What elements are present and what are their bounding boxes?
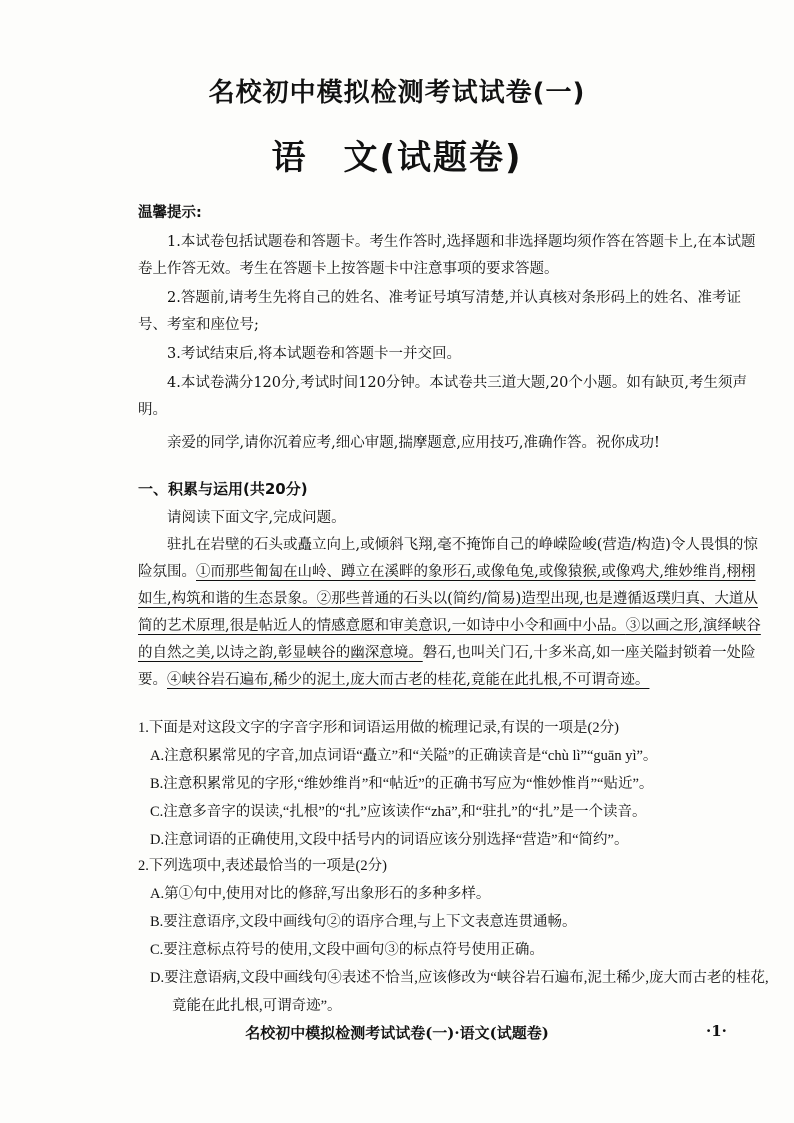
underlined-sentence-3: ③以画之形,演绎峡谷的自然之美,以诗之韵,彰显峡谷的幽深意境。	[138, 618, 761, 661]
subject-char-a: 语	[271, 138, 308, 178]
question-stem: 1.下面是对这段文字的字音字形和词语运用做的梳理记录,有误的一项是(2分)	[138, 720, 619, 736]
option-b: B.要注意语序,文段中画线句②的语序合理,与上下文表意连贯通畅。	[150, 914, 577, 930]
question-1	[138, 714, 778, 854]
option-c: C.注意多音字的误读,“扎根”的“扎”应该读作“zhā”,和“驻扎”的“扎”是一个读音。	[150, 804, 647, 820]
section1-intro: 请阅读下面文字,完成问题。	[167, 510, 346, 526]
section1-block	[138, 476, 764, 694]
option-d: D.要注意语病,文段中画线句④表述不恰当,应该修改为“峡谷岩石遍布,泥土稀少,庞大而古老的桂花,竟能在此扎根,可谓奇迹”。	[150, 970, 769, 1014]
tip-item: 1.本试卷包括试题卷和答题卡。考生作答时,选择题和非选择题均须作答在答题卡上,在本试题卷上作答无效。考生在答题卡上按答题卡中注意事项的要求答题。	[138, 234, 756, 277]
tips-block	[138, 200, 758, 457]
option-a: A.第①句中,使用对比的修辞,写出象形石的多种多样。	[150, 886, 491, 902]
question-2	[138, 852, 778, 1020]
option-a: A.注意积累常见的字音,加点词语“矗立”和“关隘”的正确读音是“chù lì”“guān yì”。	[150, 748, 658, 764]
subject-char-b: 文(试题卷)	[343, 138, 523, 178]
underlined-sentence-4: ④峡谷岩石遍布,稀少的泥土,庞大而古老的桂花,竟能在此扎根,不可谓奇迹。	[167, 672, 650, 688]
option-b: B.注意积累常见的字形,“维妙维肖”和“帖近”的正确书写应为“惟妙惟肖”“贴近”。	[150, 776, 654, 792]
passage-text: 磐石,也叫关门石,十多米高,如一座关隘封锁着一处险要。	[138, 645, 756, 688]
question-stem: 2.下列选项中,表述最恰当的一项是(2分)	[138, 858, 387, 874]
underlined-sentence-2: ②那些普通的石头以(简约/简易)造型出现,也是遵循返璞归真、大道从简的艺术原理,很是帖近人的情感意愿和审美意识,一如诗中小令和画中小品。	[138, 591, 758, 634]
subject-title	[0, 130, 794, 179]
page-number: ·1·	[706, 1022, 727, 1040]
underlined-sentence-1: ①而那些匍匐在山岭、蹲立在溪畔的象形石,或像龟兔,或像猿猴,或像鸡犬,维妙维肖,栩栩如生,构筑和谐的生态景象。	[138, 564, 756, 607]
reading-passage	[138, 532, 764, 694]
tip-item: 4.本试卷满分120分,考试时间120分钟。本试卷共三道大题,20个小题。如有缺页,考生须声明。	[138, 375, 747, 418]
exam-title: 名校初中模拟检测考试试卷(一)	[208, 78, 586, 108]
section1-heading: 一、积累与运用(共20分)	[138, 480, 308, 498]
option-d: D.注意词语的正确使用,文段中括号内的词语应该分别选择“营造”和“简约”。	[150, 832, 629, 848]
tip-item: 2.答题前,请考生先将自己的姓名、准考证号填写清楚,并认真核对条形码上的姓名、准考证号、考室和座位号;	[138, 290, 742, 333]
tips-heading: 温馨提示:	[138, 205, 202, 221]
option-c: C.要注意标点符号的使用,文段中画句③的标点符号使用正确。	[150, 942, 544, 958]
page-footer: 名校初中模拟检测考试试卷(一)·语文(试题卷)	[245, 1024, 549, 1042]
tip-item: 3.考试结束后,将本试题卷和答题卡一并交回。	[167, 346, 461, 362]
tips-encourage: 亲爱的同学,请你沉着应考,细心审题,揣摩题意,应用技巧,准确作答。祝你成功!	[167, 435, 660, 451]
passage-text: 驻扎在岩壁的石头或矗立向上,或倾斜飞翔,毫不掩饰自己的峥嵘险峻(营造/构造)令人畏惧的惊险氛围。	[138, 537, 758, 580]
